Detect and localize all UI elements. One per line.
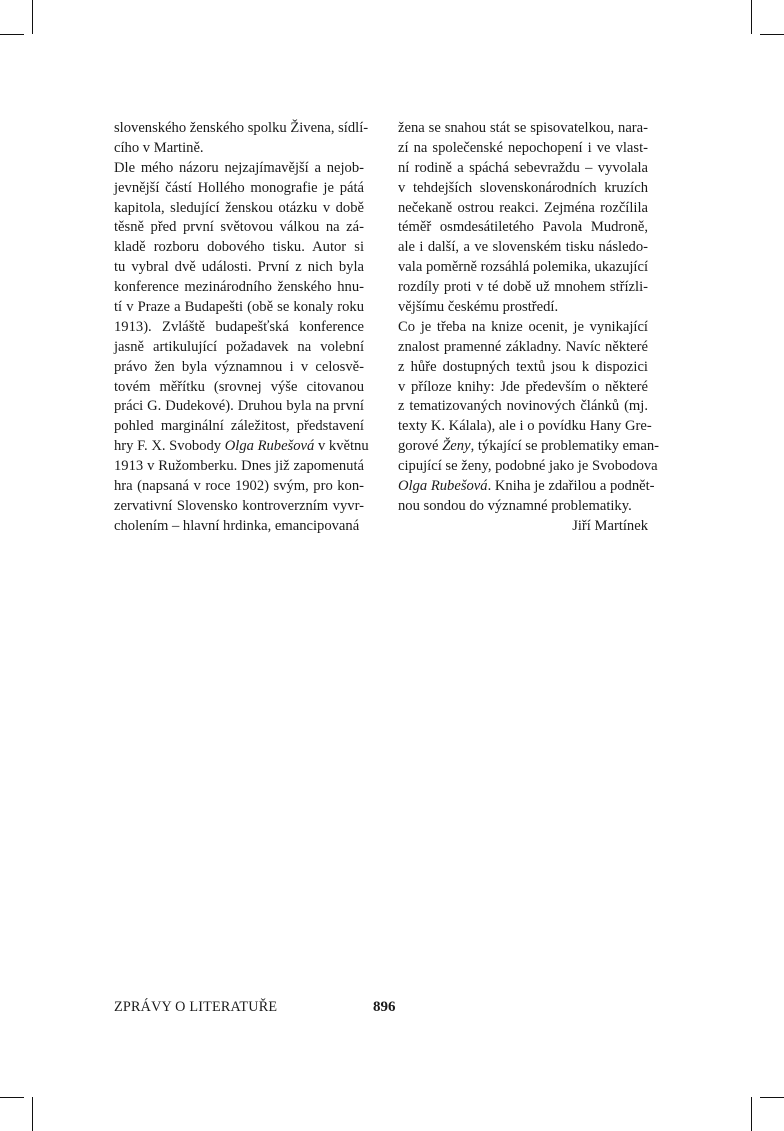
text-segment: slovenského ženského spolku Živena, sídlí- [114,120,369,136]
text-line [114,378,364,398]
text-segment: 1913). Zvláště budapešťská konference [114,318,364,335]
text-line [398,378,648,398]
text-line [398,457,658,477]
text-segment: nou sondou do významné problematiky. [398,497,632,514]
text-segment: tu vybral dvě události. První z nich byla [114,259,364,276]
text-segment: znalost pramenné základny. Navíc některé [398,338,648,355]
text-line [398,318,648,338]
text-segment: ale i další, a ve slovenském tisku následo- [398,239,648,256]
text-line [398,477,655,497]
text-segment: cholením – hlavní hrdinka, emancipovaná [114,517,360,534]
text-segment: Dle mého názoru nejzajímavější a nejob- [114,159,364,176]
text-segment: z hůře dostupných textů jsou k dispozici [398,358,648,375]
text-line [114,457,364,477]
text-line [114,238,364,258]
text-segment: nečekaně ostrou reakci. Zejména rozčílila [398,199,648,216]
text-segment: v příloze knihy: Jde především o některé [398,378,648,395]
text-line [114,139,364,159]
text-segment: vějšímu českému prostředí. [398,299,559,316]
text-segment: zervativní Slovensko kontroverzním vyvr- [114,497,364,514]
text-segment: konference mezinárodního ženského hnu- [114,279,364,296]
text-segment: pohled marginální záležitost, představení [114,418,364,435]
crop-mark-bottom-right-horizontal [760,1097,784,1098]
text-segment: cího v Martině. [114,139,204,156]
text-line [398,199,648,219]
text-segment: tí v Praze a Budapešti (obě se konaly roku [114,299,364,316]
text-line [398,278,648,298]
page-number: 896 [373,999,396,1015]
text-line [398,397,648,417]
text-segment: 1913 v Ružomberku. Dnes již zapomenutá [114,458,364,475]
text-line [398,417,652,437]
text-segment: rozdíly proti v té době už mnohem střízli- [398,279,648,296]
text-line [114,477,364,497]
text-segment: tovém měřítku (srovnej výše citovanou [114,378,364,395]
text-line [114,397,364,417]
text-line [398,139,648,159]
author-signature: Jiří Martínek [572,517,648,534]
text-segment: těsně před první světovou válkou na zá- [114,219,364,236]
text-line [398,179,648,199]
text-segment: , týkající se problematiky eman- [470,438,660,455]
text-line [114,258,364,278]
text-segment: práci G. Dudekové). Druhou byla na první [114,398,364,415]
text-segment: cipující se ženy, podobné jako je Svobodova [398,458,658,475]
text-line [398,298,648,318]
text-line [398,338,648,358]
text-line [398,159,648,179]
italic-title: Ženy [442,438,471,455]
text-line [114,417,364,437]
text-line [114,318,364,338]
text-segment: zí na společenské nepochopení i ve vlast- [398,139,648,156]
text-line [398,119,648,139]
text-segment: texty K. Kálala), ale i o povídku Hany Gre- [398,418,652,435]
text-line [114,159,364,179]
italic-title: Olga Rubešová [224,438,315,455]
text-segment: gorové [398,438,443,455]
text-segment: jasně artikulující požadavek na volební [114,338,364,355]
text-segment: kladě rozboru dobového tisku. Autor si [114,239,364,256]
text-line [398,238,648,258]
text-line [114,119,369,139]
text-line [114,199,364,219]
text-line [398,497,648,517]
text-segment: z tematizovaných novinových článků (mj. [398,398,648,415]
text-segment: kapitola, sledující ženskou otázku v době [114,199,364,216]
text-segment: právo žen byla významnou i v celosvě- [114,358,364,375]
text-segment: jevnější částí Hollého monografie je pátá [114,179,364,196]
text-segment: Co je třeba na knize ocenit, je vynikající [398,318,648,335]
text-segment: žena se snahou stát se spisovatelkou, nara- [398,120,648,136]
text-line [114,278,364,298]
crop-mark-top-right-horizontal [760,34,784,35]
text-line [114,497,364,517]
crop-mark-bottom-right-vertical [751,1097,752,1131]
text-segment: hra (napsaná v roce 1902) svým, pro kon- [114,478,364,495]
crop-mark-bottom-left-horizontal [0,1097,24,1098]
text-segment: v tehdejších slovenskonárodních kruzích [398,179,648,196]
text-line [398,358,648,378]
text-line [114,358,364,378]
text-line [398,218,648,238]
text-segment: vala poměrně rozsáhlá polemika, ukazující [398,259,649,276]
left-text-column [114,119,369,537]
text-segment: ní rodině a spáchá sebevraždu – vyvolala [398,159,648,176]
crop-mark-top-right-vertical [751,0,752,34]
italic-title: Olga Rubešová [398,478,488,495]
text-line [114,517,364,537]
crop-mark-bottom-left-vertical [32,1097,33,1131]
text-line [114,218,364,238]
text-line [398,258,648,278]
text-segment: v květnu [314,438,369,455]
text-line [398,437,660,457]
crop-mark-top-left-horizontal [0,34,24,35]
text-segment: . Kniha je zdařilou a podnět- [487,478,655,495]
text-line [114,298,364,318]
text-line [114,437,369,457]
crop-mark-top-left-vertical [32,0,33,34]
text-segment: hry F. X. Svobody [114,438,225,455]
text-segment: téměř osmdesátiletého Pavola Mudroně, [398,219,648,236]
text-line [114,179,364,199]
running-footer-section-title: ZPRÁVY O LITERATUŘE [114,999,278,1015]
text-line [114,338,364,358]
right-text-column [398,119,660,537]
